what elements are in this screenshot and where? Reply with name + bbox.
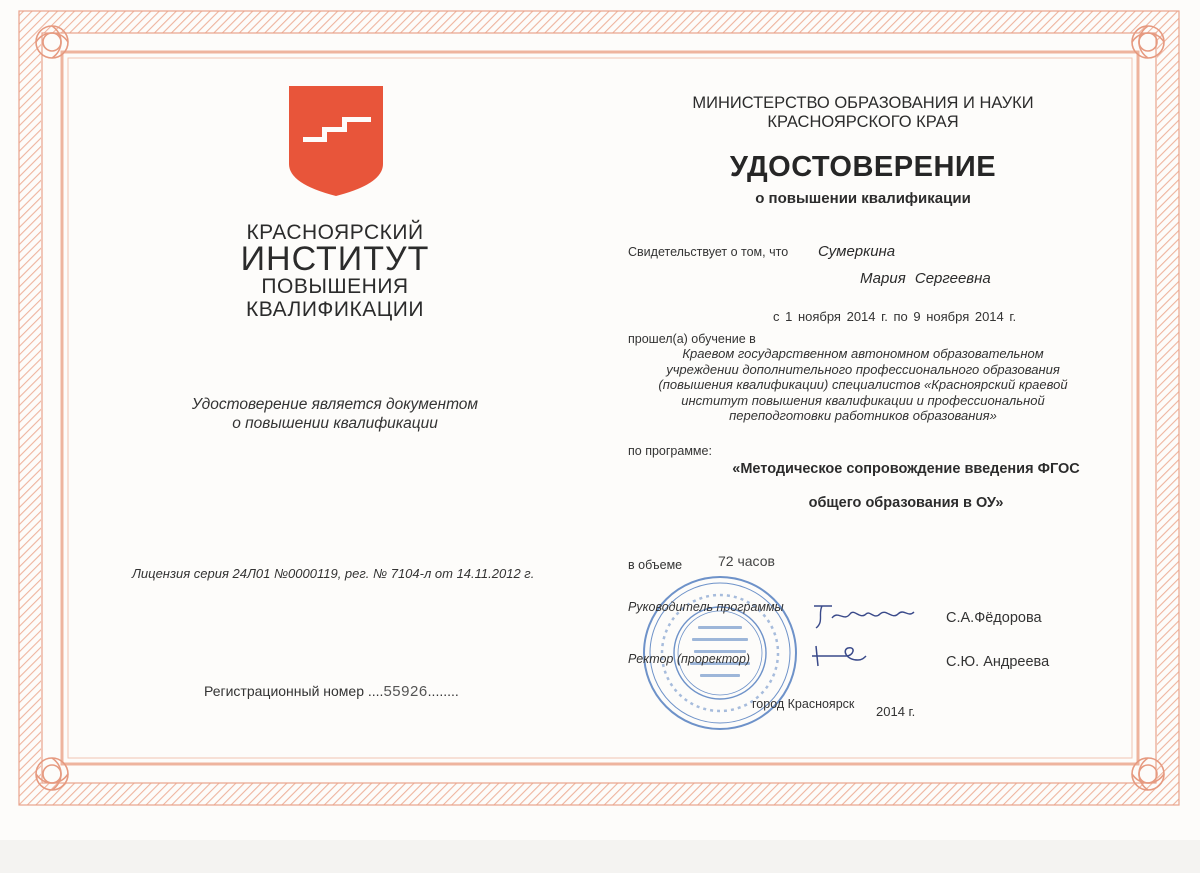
volume-label: в объеме bbox=[628, 558, 683, 572]
institute-name-line3: ПОВЫШЕНИЯ bbox=[261, 275, 409, 298]
institute-logo bbox=[289, 86, 383, 196]
ministry-line1: МИНИСТЕРСТВО ОБРАЗОВАНИЯ И НАУКИ bbox=[692, 94, 1034, 112]
certificate-title: УДОСТОВЕРЕНИЕ bbox=[729, 151, 997, 183]
holder-surname: Сумеркина bbox=[818, 243, 896, 260]
training-passed-label: прошел(а) обучение в bbox=[628, 332, 756, 346]
registration-number-dots: ........ bbox=[427, 683, 459, 699]
rector-signature bbox=[806, 640, 870, 672]
document-note-line2: о повышении квалификации bbox=[232, 415, 438, 432]
witness-label: Свидетельствует о том, что bbox=[628, 245, 789, 259]
program-head-name: С.А.Фёдорова bbox=[946, 610, 1042, 626]
organization-line3: (повышения квалификации) специалистов «Красноярский краевой bbox=[658, 377, 1068, 392]
program-head-label: Руководитель программы bbox=[628, 600, 784, 614]
organization-line5: переподготовки работников образования» bbox=[729, 408, 997, 423]
document-note bbox=[150, 395, 520, 433]
institute-name-line2: ИНСТИТУТ bbox=[240, 240, 430, 278]
organization-line1: Краевом государственном автономном образовательном bbox=[682, 346, 1044, 361]
program-head-signature bbox=[808, 598, 920, 634]
issue-year: 2014 г. bbox=[876, 704, 916, 719]
institute-name-line1: КРАСНОЯРСКИЙ bbox=[246, 221, 424, 244]
rector-name: С.Ю. Андреева bbox=[946, 654, 1050, 670]
ministry-heading bbox=[640, 94, 1086, 132]
holder-given-names: Мария Сергеевна bbox=[860, 270, 991, 287]
organization-name bbox=[620, 346, 1106, 424]
volume-value: 72 часов bbox=[718, 553, 775, 569]
institute-name-line4: КВАЛИФИКАЦИИ bbox=[246, 298, 424, 321]
program-title-line2: общего образования в ОУ» bbox=[808, 495, 1004, 511]
issue-city: город Красноярск bbox=[752, 697, 855, 711]
license-info: Лицензия серия 24Л01 №0000119, рег. № 7104-л от 14.11.2012 г. bbox=[132, 566, 535, 581]
ministry-line2: КРАСНОЯРСКОГО КРАЯ bbox=[767, 113, 959, 131]
registration-number-value: 55926 bbox=[383, 683, 428, 700]
program-title-line1: «Методическое сопровождение введения ФГОС bbox=[732, 461, 1080, 477]
organization-line4: институт повышения квалификации и профессиональной bbox=[681, 392, 1045, 408]
training-dates: с 1 ноября 2014 г. по 9 ноября 2014 г. bbox=[773, 309, 1017, 324]
registration-number-dots-left: .... bbox=[367, 683, 384, 699]
document-note-line1: Удостоверение является документом bbox=[191, 396, 479, 413]
organization-line2: учреждении дополнительного профессионального образования bbox=[666, 361, 1060, 377]
registration-number bbox=[204, 683, 459, 700]
program-label: по программе: bbox=[628, 444, 712, 458]
registration-number-label: Регистрационный номер bbox=[204, 683, 368, 699]
rector-label: Ректор (проректор) bbox=[628, 652, 751, 666]
program-title bbox=[700, 452, 1112, 520]
certificate-subtitle: о повышении квалификации bbox=[755, 190, 971, 207]
